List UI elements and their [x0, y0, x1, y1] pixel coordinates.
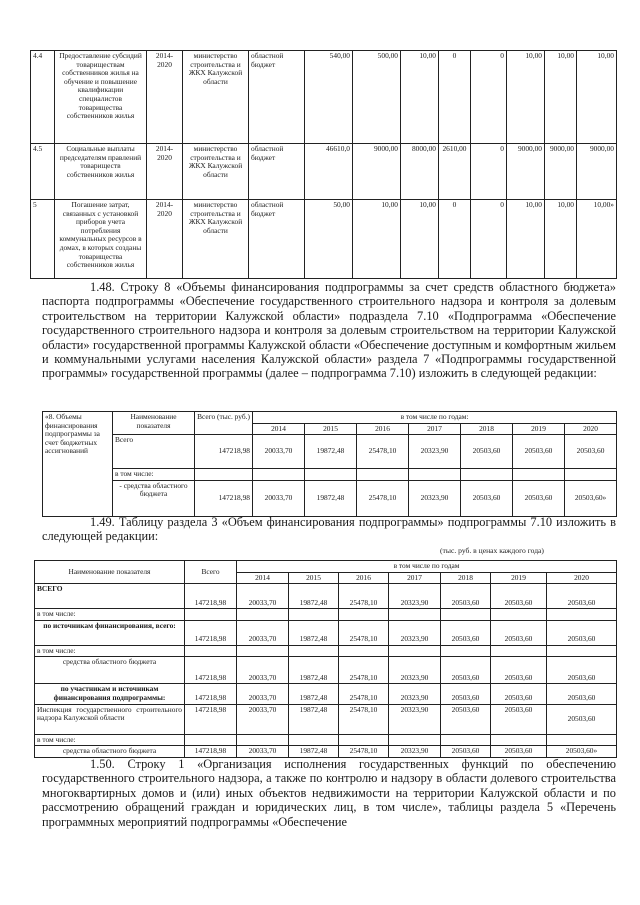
table-row — [35, 704, 617, 734]
table-row — [35, 645, 617, 657]
year-header: 2019 — [513, 423, 565, 435]
row-label: в том числе: — [113, 469, 195, 481]
year-value: 20033,70 — [237, 657, 289, 684]
year-value: 19872,48 — [289, 584, 339, 609]
period: 2014-2020 — [147, 144, 183, 200]
year-value: 0 — [439, 51, 471, 144]
activity-name: Предоставление субсидий товариществам собственников жилья на обучение и повышение квалификации специалистов товарищества собственников жилья — [55, 51, 147, 144]
year-value: 10,00 — [545, 200, 577, 279]
year-value: 20033,70 — [253, 435, 305, 469]
year-value: 20033,70 — [237, 746, 289, 758]
table-row — [35, 620, 617, 645]
column-header: Всего — [185, 561, 237, 584]
column-header: в том числе по годам — [237, 561, 617, 573]
total-value: 147218,98 — [195, 435, 253, 469]
table-row — [35, 584, 617, 609]
year-value: 20503,60 — [547, 620, 617, 645]
year-value: 20503,60 — [547, 704, 617, 734]
executor: министерство строительства и ЖКХ Калужской области — [183, 200, 249, 279]
row-label: Всего — [113, 435, 195, 469]
year-value: 19872,48 — [289, 746, 339, 758]
row-label: средства областного бюджета — [35, 657, 185, 684]
year-value: 19872,48 — [289, 620, 339, 645]
funding-source: областной бюджет — [249, 144, 305, 200]
row-label: в том числе: — [35, 609, 185, 621]
year-value: 20503,60 — [441, 684, 491, 704]
paragraph-1-50: 1.50. Строку 1 «Организация исполнения государственных функций по обеспечению государственного строительного надзора, а также по контролю и надзору в области долевого строительства многоквартирных домов и (или) иных объектов недвижимости на территории Калужской области и по рассмотрению обращений граждан и юридических лиц, в том числе», таблицы раздела 5 «Перечень программных мероприятий подпрограммы «Обеспечение — [42, 757, 616, 829]
funding-source: областной бюджет — [249, 51, 305, 144]
period: 2014-2020 — [147, 51, 183, 144]
unit-note: (тыс. руб. в ценах каждого года) — [440, 546, 544, 555]
passport-row-8-table — [42, 411, 617, 517]
year-value: 20323,90 — [389, 704, 441, 734]
year-value: 20323,90 — [389, 657, 441, 684]
column-header: в том числе по годам: — [253, 412, 617, 424]
year-value: 20503,60 — [441, 584, 491, 609]
row-label: - средства областного бюджета — [113, 480, 195, 516]
column-header: Всего (тыс. руб.) — [195, 412, 253, 435]
year-header: 2017 — [389, 572, 441, 584]
row-number: 4.5 — [31, 144, 55, 200]
funding-source: областной бюджет — [249, 200, 305, 279]
period: 2014-2020 — [147, 200, 183, 279]
table-row — [31, 51, 617, 144]
table-row — [35, 561, 617, 573]
year-value: 10,00 — [507, 200, 545, 279]
year-value: 25478,10 — [339, 657, 389, 684]
row-label: в том числе: — [35, 734, 185, 746]
year-value: 19872,48 — [289, 704, 339, 734]
total-value: 147218,98 — [185, 584, 237, 609]
year-value: 19872,48 — [289, 684, 339, 704]
table-row — [43, 480, 617, 516]
year-value: 25478,10 — [357, 435, 409, 469]
year-value: 0 — [471, 51, 507, 144]
year-value: 20033,70 — [237, 620, 289, 645]
year-value: 20323,90 — [389, 684, 441, 704]
year-value: 10,00 — [401, 200, 439, 279]
year-value: 25478,10 — [339, 584, 389, 609]
year-value: 20503,60 — [491, 657, 547, 684]
year-value: 19872,48 — [305, 435, 357, 469]
row-label: средства областного бюджета — [35, 746, 185, 758]
total-value: 147218,98 — [195, 480, 253, 516]
year-value: 20323,90 — [389, 746, 441, 758]
year-value: 0 — [471, 144, 507, 200]
year-value: 20033,70 — [237, 584, 289, 609]
year-value: 10,00 — [545, 51, 577, 144]
total-value: 147218,98 — [185, 657, 237, 684]
row-label: по источникам финансирования, всего: — [35, 620, 185, 645]
year-header: 2014 — [253, 423, 305, 435]
year-value: 25478,10 — [339, 620, 389, 645]
executor: министерство строительства и ЖКХ Калужской области — [183, 51, 249, 144]
total-value: 147218,98 — [185, 746, 237, 758]
table-row — [43, 412, 617, 424]
year-value: 20033,70 — [253, 480, 305, 516]
year-value: 0 — [471, 200, 507, 279]
year-value: 25478,10 — [339, 746, 389, 758]
year-value: 20503,60 — [547, 684, 617, 704]
year-value: 20033,70 — [237, 704, 289, 734]
paragraph-1-49: 1.49. Таблицу раздела 3 «Объем финансирования подпрограммы» подпрограммы 7.10 изложить в следующей редакции: — [42, 515, 616, 544]
table-row — [31, 144, 617, 200]
year-header: 2018 — [441, 572, 491, 584]
year-value: 25478,10 — [339, 704, 389, 734]
year-value: 20503,60 — [441, 657, 491, 684]
total-value: 147218,98 — [185, 704, 237, 734]
year-value: 20503,60» — [565, 480, 617, 516]
year-value: 20503,60 — [547, 657, 617, 684]
table-row — [35, 609, 617, 621]
total-value: 50,00 — [305, 200, 353, 279]
total-value: 147218,98 — [185, 684, 237, 704]
activity-name: Социальные выплаты председателям правлений товариществ собственников жилья — [55, 144, 147, 200]
year-value: 20503,60 — [461, 480, 513, 516]
funding-volume-table — [34, 560, 617, 758]
year-value: 20503,60 — [441, 620, 491, 645]
row-number: 4.4 — [31, 51, 55, 144]
year-value: 9000,00 — [577, 144, 617, 200]
year-header: 2019 — [491, 572, 547, 584]
row-label: ВСЕГО — [35, 584, 185, 609]
year-value: 19872,48 — [305, 480, 357, 516]
paragraph-1-48: 1.48. Строку 8 «Объемы финансирования подпрограммы за счет средств областного бюджета» паспорта подпрограммы «Обеспечение государственного строительного надзора и контроля за долевым строительством на территории Калужской области» подраздела 7.10 «Подпрограмма «Обеспечение государственного строительного надзора и контроля за долевым строительством на территории Калужской области» государственной программы Калужской области «Обеспечение доступным и комфортным жильем и коммунальными услугами населения Калужской области» раздела 7 «Подпрограммы государственной программы» государственной программы (далее – подпрограмма 7.10) изложить в следующей редакции: — [42, 280, 616, 381]
year-header: 2020 — [565, 423, 617, 435]
year-value: 20033,70 — [237, 684, 289, 704]
year-value: 20503,60 — [513, 480, 565, 516]
year-value: 25478,10 — [357, 480, 409, 516]
row-label: Инспекция государственного строительного надзора Калужской области — [35, 704, 185, 734]
table-row — [35, 734, 617, 746]
total-value: 147218,98 — [185, 620, 237, 645]
year-value: 10,00 — [577, 51, 617, 144]
year-header: 2017 — [409, 423, 461, 435]
row-label: в том числе: — [35, 645, 185, 657]
year-value: 20503,60 — [491, 684, 547, 704]
table-row — [43, 435, 617, 469]
year-value: 9000,00 — [507, 144, 545, 200]
year-value: 20323,90 — [389, 620, 441, 645]
table-row — [31, 200, 617, 279]
year-header: 2015 — [289, 572, 339, 584]
activity-name: Погашение затрат, связанных с установкой приборов учета потребления коммунальных ресурсов в домах, в которых созданы товарищества собственников жилья — [55, 200, 147, 279]
year-value: 9000,00 — [545, 144, 577, 200]
year-value: 10,00 — [507, 51, 545, 144]
year-value: 20323,90 — [409, 435, 461, 469]
year-value: 20503,60 — [491, 746, 547, 758]
year-value: 25478,10 — [339, 684, 389, 704]
year-header: 2020 — [547, 572, 617, 584]
table-row — [43, 469, 617, 481]
year-value: 500,00 — [353, 51, 401, 144]
table-row — [35, 684, 617, 704]
year-value: 20503,60 — [547, 584, 617, 609]
activities-table — [30, 50, 617, 279]
column-header: Наименование показателя — [35, 561, 185, 584]
passport-row-title: «8. Объемы финансирования подпрограммы за счет бюджетных ассигнований — [43, 412, 113, 517]
year-value: 20323,90 — [409, 480, 461, 516]
year-value: 8000,00 — [401, 144, 439, 200]
column-header: Наименование показателя — [113, 412, 195, 435]
row-label: по участникам и источникам финансирования подпрограммы: — [35, 684, 185, 704]
year-value: 20503,60 — [565, 435, 617, 469]
year-header: 2016 — [357, 423, 409, 435]
year-value: 20503,60» — [547, 746, 617, 758]
year-value: 9000,00 — [353, 144, 401, 200]
year-value: 20503,60 — [491, 704, 547, 734]
year-value: 2610,00 — [439, 144, 471, 200]
table-row — [35, 746, 617, 758]
year-header: 2015 — [305, 423, 357, 435]
year-value: 20503,60 — [491, 620, 547, 645]
year-value: 0 — [439, 200, 471, 279]
year-value: 20503,60 — [461, 435, 513, 469]
year-value: 10,00 — [353, 200, 401, 279]
year-value: 20323,90 — [389, 584, 441, 609]
total-value: 46610,0 — [305, 144, 353, 200]
table-row — [35, 657, 617, 684]
year-value: 20503,60 — [491, 584, 547, 609]
year-header: 2014 — [237, 572, 289, 584]
year-value: 10,00» — [577, 200, 617, 279]
row-number: 5 — [31, 200, 55, 279]
year-value: 20503,60 — [441, 704, 491, 734]
year-value: 20503,60 — [513, 435, 565, 469]
year-value: 10,00 — [401, 51, 439, 144]
year-value: 19872,48 — [289, 657, 339, 684]
year-header: 2016 — [339, 572, 389, 584]
year-value: 20503,60 — [441, 746, 491, 758]
year-header: 2018 — [461, 423, 513, 435]
total-value: 540,00 — [305, 51, 353, 144]
executor: министерство строительства и ЖКХ Калужской области — [183, 144, 249, 200]
